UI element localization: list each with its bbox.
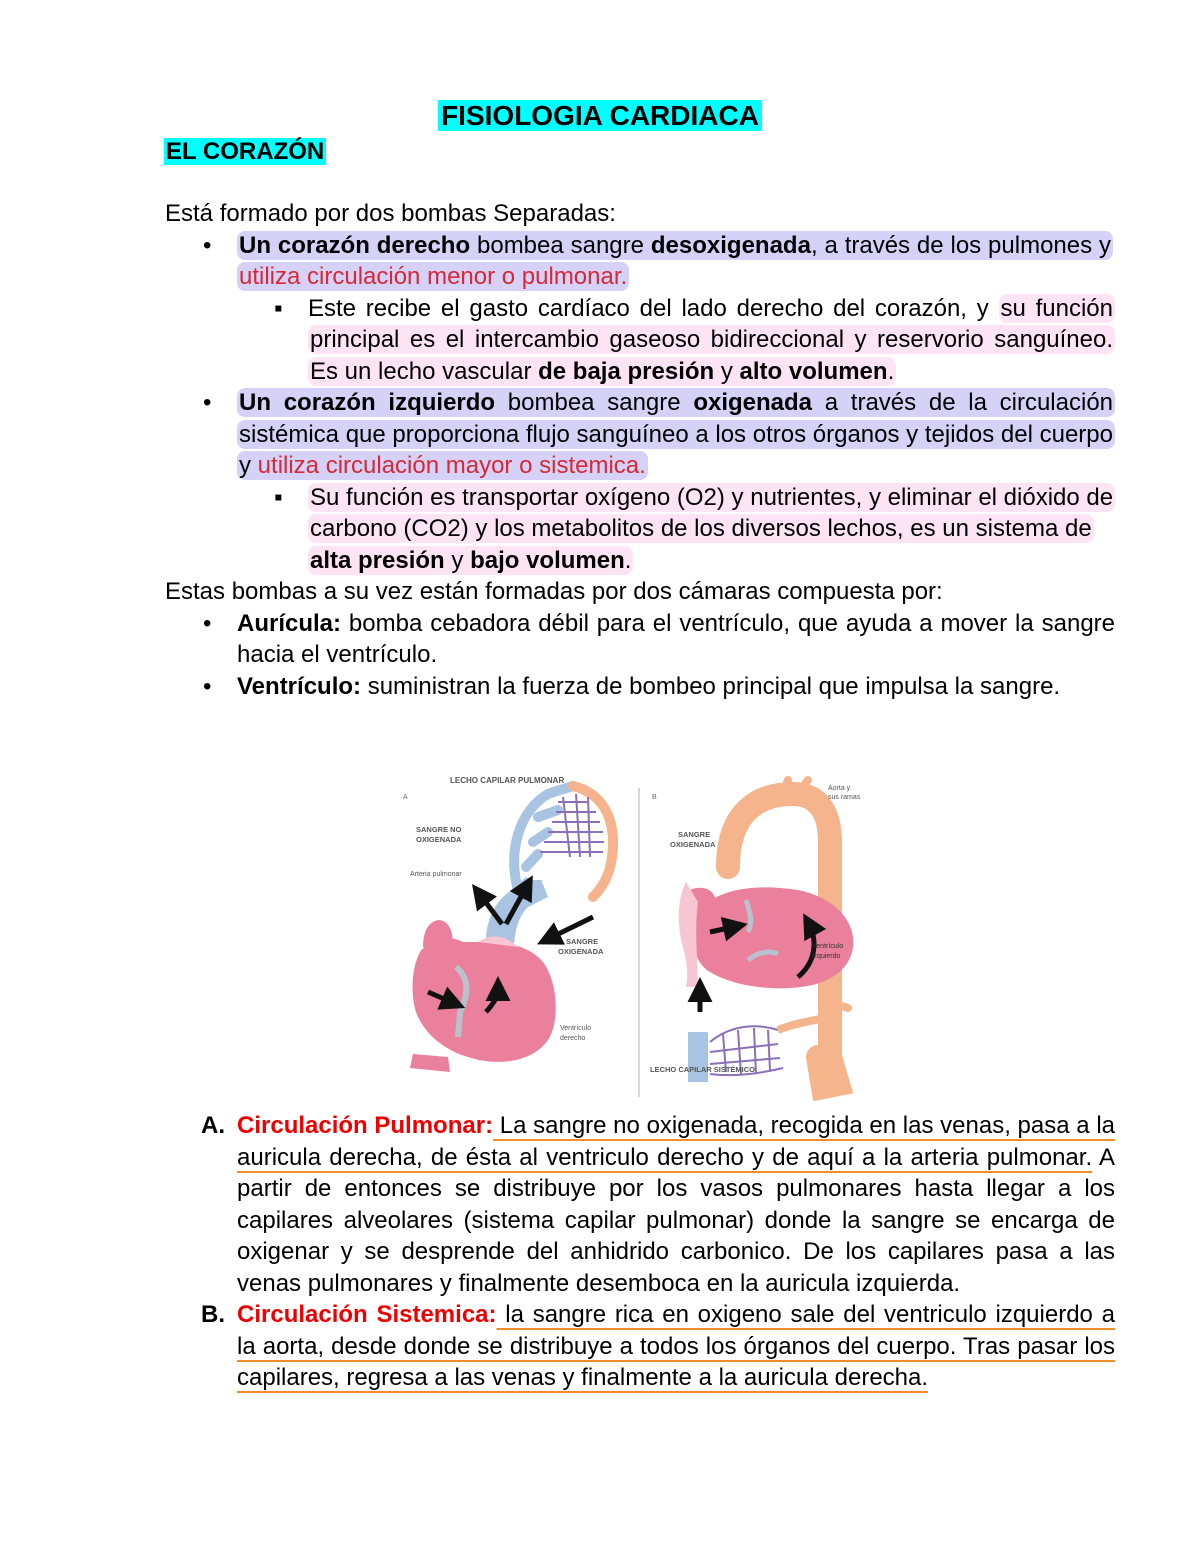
- circulation-diagram-svg: [398, 772, 886, 1104]
- page-title: FISIOLOGIA CARDIACA: [0, 98, 1200, 134]
- sub-bullet-square: ▪: [274, 483, 283, 511]
- panel-a-pulmonary: [403, 776, 613, 1072]
- oxygenated-label-b-1: SANGRE: [678, 830, 711, 839]
- highlight-pink: su función principal es el intercambio gaseoso bidireccional y reservorio sanguíneo. Es un lecho vascular de baja presión y alto volumen.: [310, 294, 1114, 385]
- panel-b-systemic: [650, 780, 861, 1087]
- left-heart: [692, 887, 853, 988]
- pulmonary-artery-label: Arteria pulmonar: [410, 871, 462, 878]
- bullet-right-heart: [165, 230, 1115, 293]
- item-a-label: A.: [201, 1112, 225, 1139]
- upper-text-block: [165, 198, 1115, 702]
- bullet-dot: •: [203, 609, 212, 637]
- circulation-diagram: [398, 772, 886, 1104]
- panel-a-letter: A: [403, 794, 408, 801]
- oxygenated-label-b-2: OXIGENADA: [670, 840, 716, 849]
- left-ventricle-label-2: izquierdo: [812, 953, 841, 960]
- sub-bullet-right-heart: ▪ Este recibe el gasto cardíaco del lado derecho del corazón, y su función principal es el intercambio gaseoso bidireccional y reservorio sanguíneo. Es un lecho vascular de baja presión y alto volumen.: [274, 294, 1114, 385]
- right-ventricle-label-2: derecho: [560, 1035, 586, 1042]
- left-ventricle-label-1: Ventrículo: [812, 943, 844, 950]
- panel-b-letter: B: [652, 794, 657, 801]
- bullet-ventriculo: • Ventrículo: suministran la fuerza de bombeo principal que impulsa la sangre.: [165, 671, 1115, 703]
- item-a-pulmonary-circulation: A. Circulación Pulmonar: La sangre no oxigenada, recogida en las venas, pasa a la auricula derecha, de ésta al ventriculo derecho y de aquí a la arteria pulmonar. A partir de entonces se distribuye por los vasos pulmonares hasta llegar a los capilares alveolares (sistema capilar pulmonar) donde la sangre se encarga de oxigenar y se desprende del anhidrido carbonico. De los capilares pasa a las venas pulmonares y finalmente desemboca en la auricula izquierda.: [201, 1112, 1115, 1297]
- bullet-dot: •: [203, 672, 212, 700]
- item-b-label: B.: [201, 1301, 225, 1328]
- highlight-purple: Un corazón derecho bombea sangre desoxigenada, a través de los pulmones y utiliza circulación menor o pulmonar.: [239, 231, 1111, 290]
- section-heading: EL CORAZÓN: [166, 138, 325, 165]
- vena-cava: [410, 1054, 450, 1072]
- sub-bullet-square: ▪: [274, 294, 283, 322]
- oxygenated-label-a-1: SANGRE: [566, 937, 599, 946]
- aorta-label-2: sus ramas: [828, 794, 861, 801]
- non-oxygenated-label-1: SANGRE NO: [416, 825, 462, 834]
- highlight-purple: Un corazón izquierdo bombea sangre oxigenada a través de la circulación sistémica que proporciona flujo sanguíneo a los otros órganos y tejidos del cuerpo y utiliza circulación mayor o sistemica.: [239, 389, 1114, 479]
- highlight-pink: Su función es transportar oxígeno (O2) y nutrientes, y eliminar el dióxido de carbono (CO2) y los metabolitos de los diversos lechos, es un sistema de alta presión y bajo volumen.: [310, 483, 1114, 574]
- bullet-left-heart: [165, 387, 1115, 482]
- systemic-vein: [688, 1032, 708, 1082]
- aorta-label-1: Aorta y: [828, 785, 851, 792]
- lower-text-block: [165, 1110, 1115, 1394]
- bullet-dot: •: [203, 231, 212, 259]
- right-heart: [413, 938, 556, 1062]
- intro-paragraph: Está formado por dos bombas Separadas:: [165, 200, 616, 227]
- item-b-systemic-circulation: B. Circulación Sistemica: la sangre rica en oxigeno sale del ventriculo izquierdo a la aorta, desde donde se distribuye a todos los órganos del cuerpo. Tras pasar los capilares, regresa a las venas y finalmente a la auricula derecha.: [201, 1301, 1115, 1391]
- right-ventricle-label-1: Ventrículo: [560, 1025, 592, 1032]
- pulmonary-capillaries: [540, 794, 604, 857]
- underlined-text: La sangre no oxigenada, recogida en las venas, pasa a la auricula derecha, de ésta al ventriculo derecho y de aquí a la arteria pulmonar.: [237, 1112, 1115, 1171]
- right-heart-faded: [679, 882, 698, 987]
- bullet-dot: •: [203, 389, 212, 416]
- non-oxygenated-label-2: OXIGENADA: [416, 835, 462, 844]
- oxygenated-label-a-2: OXIGENADA: [558, 947, 604, 956]
- sub-bullet-left-heart: [165, 482, 1115, 577]
- systemic-bed-label: LECHO CAPILAR SISTÉMICO: [650, 1065, 756, 1074]
- pulmonary-bed-label: LECHO CAPILAR PULMONAR: [450, 776, 565, 785]
- underlined-text: la sangre rica en oxigeno sale del ventriculo izquierdo a la aorta, desde donde se distribuye a todos los órganos del cuerpo. Tras pasar los capilares, regresa a las venas y finalmente a la auricula derecha.: [237, 1301, 1115, 1391]
- intro2-paragraph: Estas bombas a su vez están formadas por dos cámaras compuesta por:: [165, 578, 943, 605]
- bullet-auricula: • Aurícula: bomba cebadora débil para el ventrículo, que ayuda a mover la sangre hacia el ventrículo.: [203, 609, 1115, 668]
